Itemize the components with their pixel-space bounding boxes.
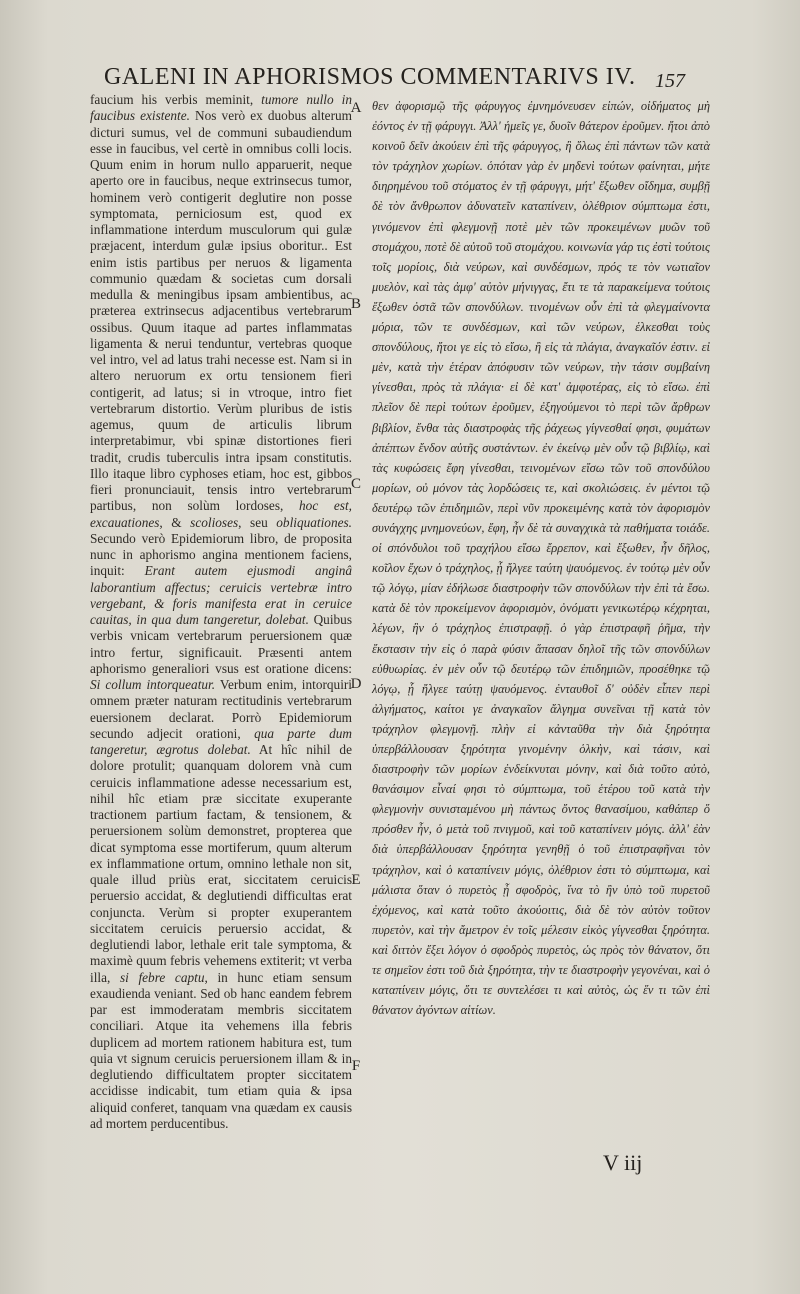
page-number: 157 xyxy=(655,70,685,92)
latin-text-run: At hîc nihil de dolore protulit; quanquam dolorem vnà cum ceruicis inflammatione adesse necessarium est, nihil hîc etiam præ siccitate exuperante tractionem partium factam, & tensionem, & peruersionem solùm demonstret, propterea que dicat symptoma esse mortiferum, quum alterum ex inflammatione ortum, omnino lethale non sit, quale illud priùs erat, siccitatem ceruicis peruersio accidat, & deglutiendi difficultas erat conjuncta. Verùm si propter exuperantem siccitatem ceruicis peruersio accidat, & deglutiendi labor, lethale erit tale symptoma, & maximè quum febris vehemens extiterit; vt verba illa, xyxy=(90,742,352,985)
margin-letter-f: F xyxy=(351,1058,361,1074)
latin-italic-run: si febre captu xyxy=(119,969,205,985)
margin-letter-e: E xyxy=(351,872,361,888)
latin-italic-run: scolioses xyxy=(190,514,239,530)
margin-letter-c: C xyxy=(350,476,361,492)
latin-text-run: Verbum enim, intorquiri omnem præter naturam rectitudinis vertebrarum euersionem declarat. Porrò Epidemiorum secundo adjecit orationi, xyxy=(90,677,353,741)
latin-italic-run: Si collum intorqueatur. xyxy=(90,677,216,692)
latin-italic-run: hoc est, excauationes xyxy=(90,498,352,530)
latin-italic-run: tumore nullo in faucibus existente. xyxy=(90,92,352,124)
latin-italic-run: Erant autem ejusmodi anginâ laborantium affectus; ceruicis vertebræ intro vergebant, & foris manifesta erat in ceruice cauitas, in qua dum tangeretur, dolebat. xyxy=(90,563,352,627)
latin-italic-run: qua parte dum tangeretur, ægrotus dolebat. xyxy=(90,725,352,757)
latin-text-run: , in hunc etiam sensum exaudienda veniant. Sed ob hanc eandem febrem par est immoderatam membris siccitatem conciliari. Atque ita vehemens illa febris duplicem ad mortem rationem habitura est, tum quia vt signum ceruicis peruersionem illam & in deglutiendo difficultatem propter siccitatem accidisse indicabit, tum etiam quia & ipsa aliquid conferet, tanquam vna quædam ex causis ad mortem perducentibus. xyxy=(90,969,352,1131)
latin-italic-run: obliquationes. xyxy=(276,514,352,530)
latin-text-run: , seu xyxy=(238,514,277,530)
latin-paragraph xyxy=(90,92,352,1132)
margin-letter-d: D xyxy=(350,676,362,692)
signature-mark: V iij xyxy=(603,1150,643,1175)
latin-column xyxy=(90,92,352,1132)
latin-text-run: Nos verò ex duobus alterum dicturi sumus, vel de communi subaudiendum esse in faucibus, vel certè in omnibus colli locis. Quum enim in horum nullo apparuerit, neque aperto ore in faucibus, neque extrinsecus tumor, hominem verò contigerit deglutire non posse symptomata, perniciosum est, quod ex inflammatione interdum musculorum qui gulæ præjacent, interdum gulæ ipsius oboritur.. Est enim istis partibus per neruos & ligamenta communio quædam & societas cum dorsali medulla & meningibus ipsam ambientibus, ac præterea extrinsecus adjacentibus vertebrarum ossibus. Quum itaque ad partes inflammatas ligamenta & nerui tenduntur, vertebras quoque vel intro, vel ad latus trahi necesse est. Nam si in altero neruorum ex ortu tensionem fieri contigerit, ad latus; si in vtroque, intro fiet vertebrarum distortio. Verùm pluribus de istis agemus, quum de articulis librum interpretabimur, vbi spinæ distortiones fieri tradit, crudis tuberculis intra ipsam constitutis. Illo itaque libro cyphoses etiam, hoc est, gibbos fieri pronunciauit, tensis intro vertebrarum partibus, non solùm lordoses, xyxy=(90,108,352,514)
latin-text-run: Quibus verbis vnicam vertebrarum peruersionem quæ intro fertur, significauit. Præsenti antem aphorismo generaliori vsus est oratione dicens: xyxy=(90,612,352,676)
margin-letter-a: A xyxy=(350,100,362,116)
latin-text-run: , & xyxy=(159,514,191,530)
greek-text: θεν ἀφορισμῷ τῆς φάρυγγος ἐμνημόνευσεν εἰπών, οἰδήματος μὴ ἐόντος ἐν τῇ φάρυγγι. Ἀλλ' ἡμεῖς γε, δυοῖν θάτερον ἐροῦμεν. ἤτοι ἀπὸ κοινοῦ δεῖν ἀκούειν ἐπὶ τῆς φάρυγγος, ἢ ὅλως ἐπὶ πάντων τῶν κατὰ τὸν τράχηλον χωρίων. ὁπόταν γὰρ ἐν μηδενὶ τούτων φαίνηται, μήτε διηρημένου τοῦ στόματος ἐν τῇ φάρυγγι, μήτ' ἔξωθεν οἴδημα, συμβῇ δὲ τὸν ἄνθρωπον ἀδυνατεῖν καταπίνειν, ὀλέθριον σύμπτωμα ἐστι, γινόμενον ἐπὶ φλεγμονῇ ποτὲ μὲν τῶν προκειμένων μυῶν τοῦ στομάχου, ποτὲ δὲ αὐτοῦ τοῦ στομάχου. κοινωνία γάρ τις ἐστὶ τούτοις τοῖς μορίοις, διὰ νεύρων, καὶ συνδέσμων, πρός τε τὸν νωτιαῖον μυελὸν, καὶ τὰς ἀμφ' αὐτὸν μήνιγγας, ἔτι τε τὰ παρακείμενα τούτοις ἔξωθεν ὀστᾶ τῶν σπονδύλων. τινομένων οὖν ἐπὶ τὰ φλεγμαίνοντα μόρια, τῶν τε συνδέσμων, καὶ τῶν νεύρων, ἑλκεσθαι τοὺς σπονδύλους, ἤτοι γε εἰς τὸ εἴσω, ἢ εἰς τὰ πλάγια, ἀναγκαῖόν ἐστιν. εἰ μὲν, κατὰ τὴν ἑτέραν ἀπόφυσιν τῶν νεύρων, τὴν τάσιν συμβαίνη γίνεσθαι, πρὸς τὰ πλάγια· εἰ δὲ κατ' ἀμφοτέρας, εἰς τὸ εἴσω. ἐπὶ πλεῖον δὲ περὶ τούτων ἐροῦμεν, ἐξηγούμενοι τὸ περὶ τῶν ἄρθρων βιβλίον, ἔνθα τὰς διαστροφὰς τῆς ῥάχεως γίγνεσθαί φησι, φυμάτων ἀπέπτων ἔνδον αὐτῆς συστάντων. ἐν ἐκείνῳ μὲν οὖν τῷ βιβλίῳ, καὶ τὰς κυφώσεις ἔφη γίνεσθαι, τεινομένων εἴσω τῶν τοῦ σπονδύλου μορίων, οὐ μόνον τὰς λορδώσεις τε, καὶ σκολιώσεις. ἐν μέντοι τῷ δευτέρῳ τῶν ἐπιδημιῶν, περὶ νῦν προκειμένης κατὰ τὸν ἀφορισμὸν συνάγχης μνημονεύων, ἔφη, ἦν δὲ τὰ συναγχικὰ τὰ παθήματα τοιάδε. οἱ σπόνδυλοι τοῦ τραχήλου εἴσω ἔρρεπον, καὶ ἔξωθεν, ἦν δῆλος, κοῖλον ἔχων ὁ τράχηλος, ᾗ ἤλγεε ταύτη ψαυόμενος. ἐν τούτῳ μὲν οὖν τῷ λόγῳ, μίαν ἐδήλωσε διαστροφὴν τῶν σπονδύλων τὴν ἐπὶ τὰ ἔσω. κατὰ δὲ τὸν προκείμενον ἀφορισμὸν, ὀνόματι γενικωτέρῳ κέχρηται, λέγων, ἢν ὁ τράχηλος ἐπιστραφῇ. ὁ γὰρ ἐπιστραφῆ ῥῆμα, τὴν ἔκστασιν τὴν εἰς ὁ παρὰ φύσιν ἅπασαν δηλοῖ τῆς τῶν σπονδύλων εὐθυωρίας. ἐν μὲν οὖν τῷ δευτέρῳ τῶν ἐπιδημιῶν, προσέθηκε τῷ λόγῳ, ᾗ ἤλγεε ταύτῃ ψαυόμενος. ἐνταυθοῖ δ' οὐδὲν εἶπεν περὶ ἀλγήματος, καίτοι γε ἀναγκαῖον ἄλγημα συνεῖναι τῇ κατὰ τὸν τράχηλον φλεγμονῇ. πλὴν εἰ κἀνταῦθα τὴν διὰ ξηρότητα ὑπερβάλλουσαν ξηρότητα γινομένην ὁλκὴν, καὶ τάσιν, καὶ διαστροφὴν τῶν μορίων ἐνδείκνυται μόνην, καὶ διὰ τοῦτο αὐτὸ, θανάσιμον εἶναί φησι τὸ σύμπτωμα, τοῦ ἑτέρου τοῦ κατὰ τὴν φλεγμονὴν συνισταμένου μὴ πάντως ὄντος θανασίμου, καθάπερ ὅ πρόσθεν ἦν, ὁ μετὰ τοῦ πνιγμοῦ, καὶ τοῦ καταπίνειν μόγις. ἀλλ' ἐὰν διὰ ὑπερβάλλουσαν ξηρότητα γενηθῇ ὁ τοῦ ἐπιστραφῆναι τὸν τράχηλον, καὶ ὁ καταπίνειν μόγις, ὀλέθριον ἐστι τὸ σύμπτωμα, καὶ μάλιστα ὅταν ὁ πυρετὸς ᾖ σφοδρὸς, ἵνα τὸ ἢν ὑπὸ τοῦ πυρετοῦ ἐχόμενος, καὶ κατὰ τοῦτο ἀκούοιτις, διὰ δὲ τὸν αὐτὸν τοῦτον πυρετὸν, καὶ τὴν ἄμετρον ἐν τοῖς μέλεσιν εἰκὸς γίγνεσθαι ξηρότητα. καὶ διττὸν ἕξει λόγον ὁ σφοδρὸς πυρετὸς, ὡς πρὸς τὸν θάνατον, ὅτι τε σημεῖον ἐστι τοῦ διὰ ξηρότητα, τὴν τε διαστροφὴν γεγονέναι, καὶ ὁ καταπίνειν μόγις, ὅτι τε συντελέσει τι καὶ αὐτὸς, ὡς ἕν τι τῶν ἐπὶ θάνατον ἀγόντων αἰτίων. xyxy=(372,99,710,1018)
greek-column xyxy=(372,96,710,1020)
margin-letter-b: B xyxy=(350,296,361,312)
running-head: GALENI IN APHORISMOS COMMENTARIVS IV. xyxy=(104,64,636,90)
latin-text-run: faucium his verbis meminit, xyxy=(90,92,262,107)
latin-text-run: Secundo verò Epidemiorum libro, de proposita nunc in aphorismo angina mentionem faciens, inquit: xyxy=(90,530,352,579)
